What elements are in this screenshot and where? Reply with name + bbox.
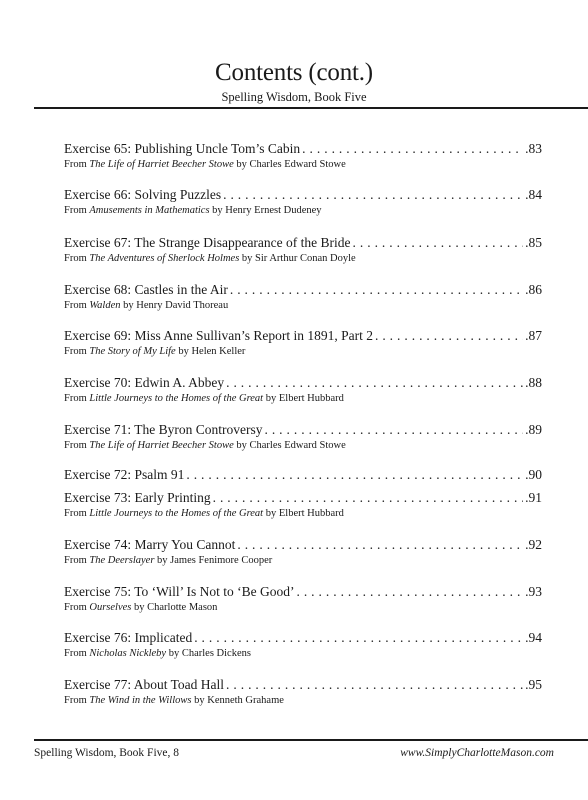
- source-work-title: The Wind in the Willows: [89, 695, 192, 706]
- entry-heading-line: [64, 466, 542, 483]
- source-work-title: Walden: [89, 300, 121, 311]
- dot-leader: [237, 536, 523, 553]
- entry-heading-line: [64, 583, 542, 600]
- source-from-label: From: [64, 300, 87, 311]
- contents-entry: [64, 374, 542, 406]
- dot-leader: [226, 676, 523, 693]
- footer-divider: [34, 739, 588, 741]
- source-from-label: From: [64, 508, 87, 519]
- entry-page-number: .87: [525, 328, 542, 343]
- entry-title: Exercise 68: Castles in the Air: [64, 282, 228, 297]
- entry-page-number: .89: [525, 422, 542, 437]
- entry-source: [64, 694, 542, 708]
- entry-source: [64, 507, 542, 521]
- source-from-label: From: [64, 346, 87, 357]
- entry-title: Exercise 72: Psalm 91: [64, 467, 185, 482]
- source-from-label: From: [64, 602, 87, 613]
- source-work-title: Little Journeys to the Homes of the Great: [89, 393, 264, 404]
- source-author: by Charles Dickens: [168, 648, 251, 659]
- entry-heading-line: [64, 489, 542, 506]
- dot-leader: [186, 466, 523, 483]
- source-from-label: From: [64, 159, 87, 170]
- dot-leader: [302, 140, 523, 157]
- dot-leader: [264, 421, 523, 438]
- entry-title: Exercise 77: About Toad Hall: [64, 677, 225, 692]
- footer-book-page: Spelling Wisdom, Book Five, 8: [34, 747, 180, 759]
- source-author: by Charles Edward Stowe: [236, 440, 346, 451]
- source-work-title: Amusements in Mathematics: [89, 205, 210, 216]
- contents-entry: [64, 421, 542, 453]
- entry-heading-line: [64, 186, 542, 203]
- entry-page-number: .91: [525, 490, 542, 505]
- source-author: by Helen Keller: [178, 346, 246, 357]
- entry-heading-line: [64, 421, 542, 438]
- entry-title: Exercise 66: Solving Puzzles: [64, 187, 222, 202]
- entry-title: Exercise 76: Implicated: [64, 630, 193, 645]
- dot-leader: [230, 281, 523, 298]
- footer-website: www.SimplyCharlotteMason.com: [400, 747, 554, 759]
- entry-page-number: .90: [525, 467, 542, 482]
- source-author: by Sir Arthur Conan Doyle: [241, 253, 356, 264]
- entry-title: Exercise 65: Publishing Uncle Tom’s Cabin: [64, 141, 301, 156]
- source-author: by Elbert Hubbard: [265, 508, 344, 519]
- entry-page-number: .86: [525, 282, 542, 297]
- entry-page-number: .95: [525, 677, 542, 692]
- entry-source: [64, 158, 542, 172]
- dot-leader: [223, 186, 523, 203]
- contents-entry: [64, 466, 542, 483]
- source-from-label: From: [64, 440, 87, 451]
- dot-leader: [296, 583, 523, 600]
- source-from-label: From: [64, 648, 87, 659]
- source-author: by Elbert Hubbard: [265, 393, 344, 404]
- entry-heading-line: [64, 536, 542, 553]
- source-from-label: From: [64, 555, 87, 566]
- entry-title: Exercise 74: Marry You Cannot: [64, 537, 236, 552]
- dot-leader: [194, 629, 523, 646]
- entry-page-number: .93: [525, 584, 542, 599]
- contents-entry: [64, 489, 542, 521]
- entry-title: Exercise 73: Early Printing: [64, 490, 211, 505]
- entry-title: Exercise 67: The Strange Disappearance of the Bride: [64, 235, 351, 250]
- dot-leader: [375, 327, 523, 344]
- entry-title: Exercise 70: Edwin A. Abbey: [64, 375, 225, 390]
- page-title: Contents (cont.): [215, 59, 373, 86]
- source-author: by Henry David Thoreau: [123, 300, 229, 311]
- entry-page-number: .84: [525, 187, 542, 202]
- entry-page-number: .94: [525, 630, 542, 645]
- dot-leader: [213, 489, 524, 506]
- source-from-label: From: [64, 695, 87, 706]
- source-author: by Charles Edward Stowe: [236, 159, 346, 170]
- entry-source: [64, 345, 542, 359]
- dot-leader: [353, 234, 524, 251]
- contents-entry: [64, 186, 542, 218]
- entry-source: [64, 204, 542, 218]
- entry-heading-line: [64, 327, 542, 344]
- contents-entry: [64, 676, 542, 708]
- entry-heading-line: [64, 281, 542, 298]
- entry-source: [64, 554, 542, 568]
- entry-title: Exercise 71: The Byron Controversy: [64, 422, 263, 437]
- source-author: by Charlotte Mason: [134, 602, 218, 613]
- source-work-title: Little Journeys to the Homes of the Great: [89, 508, 264, 519]
- source-work-title: The Life of Harriet Beecher Stowe: [89, 159, 234, 170]
- entry-source: [64, 647, 542, 661]
- contents-entry: [64, 234, 542, 266]
- source-author: by James Fenimore Cooper: [157, 555, 273, 566]
- header-divider: [34, 107, 588, 109]
- entry-heading-line: [64, 629, 542, 646]
- entry-source: [64, 299, 542, 313]
- source-work-title: The Story of My Life: [89, 346, 176, 357]
- entry-heading-line: [64, 374, 542, 391]
- contents-entry: [64, 583, 542, 615]
- source-work-title: The Deerslayer: [89, 555, 155, 566]
- source-from-label: From: [64, 205, 87, 216]
- contents-entry: [64, 327, 542, 359]
- source-author: by Henry Ernest Dudeney: [212, 205, 322, 216]
- entry-source: [64, 439, 542, 453]
- entry-heading-line: [64, 140, 542, 157]
- source-work-title: The Life of Harriet Beecher Stowe: [89, 440, 234, 451]
- contents-entry: [64, 629, 542, 661]
- contents-entry: [64, 140, 542, 172]
- page-header: [0, 58, 588, 105]
- source-author: by Kenneth Grahame: [194, 695, 284, 706]
- dot-leader: [226, 374, 523, 391]
- entry-page-number: .88: [525, 375, 542, 390]
- source-from-label: From: [64, 253, 87, 264]
- entry-heading-line: [64, 234, 542, 251]
- contents-entry: [64, 281, 542, 313]
- entry-source: [64, 252, 542, 266]
- contents-entry: [64, 536, 542, 568]
- source-work-title: Nicholas Nickleby: [89, 648, 167, 659]
- source-work-title: The Adventures of Sherlock Holmes: [89, 253, 240, 264]
- entry-page-number: .83: [525, 141, 542, 156]
- entry-page-number: .92: [525, 537, 542, 552]
- entry-source: [64, 601, 542, 615]
- entry-source: [64, 392, 542, 406]
- source-work-title: Ourselves: [89, 602, 132, 613]
- source-from-label: From: [64, 393, 87, 404]
- entry-page-number: .85: [525, 235, 542, 250]
- entry-heading-line: [64, 676, 542, 693]
- entry-title: Exercise 69: Miss Anne Sullivan’s Report in 1891, Part 2: [64, 328, 373, 343]
- page-subtitle: Spelling Wisdom, Book Five: [221, 90, 367, 104]
- entry-title: Exercise 75: To ‘Will’ Is Not to ‘Be Good’: [64, 584, 295, 599]
